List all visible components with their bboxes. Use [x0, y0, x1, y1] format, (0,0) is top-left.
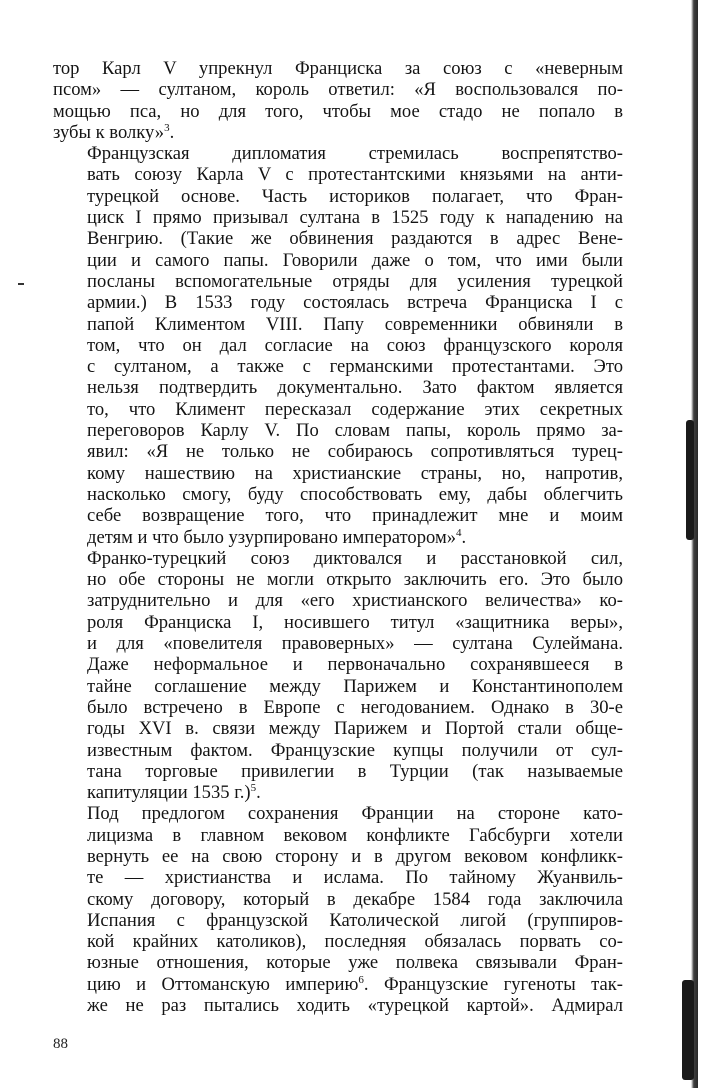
text-line: известным фактом. Французские купцы получили от сул- — [87, 739, 623, 761]
text-line: тор Карл V упрекнул Франциска за союз с «неверным — [53, 58, 623, 79]
text-line-tail: . — [169, 121, 175, 143]
text-line: нельзя подтвердить документально. Зато фактом является — [87, 377, 623, 399]
text-line: юзные отношения, которые уже полвека связывали Фран- — [87, 952, 623, 974]
footnote-ref: 3 — [164, 121, 170, 134]
text-line: кому нашествию на христианские страны, но, напротив, — [87, 462, 623, 484]
text-line: Венгрию. (Такие же обвинения раздаются в адрес Вене- — [87, 228, 623, 250]
text-line: циск I прямо призывал султана в 1525 году к нападению на — [87, 207, 623, 229]
text-line: мощью пса, но для того, чтобы мое стадо не попало в — [53, 100, 623, 122]
text-line-content: капитуляции 1535 г.) — [87, 782, 251, 804]
scan-shadow-edge — [691, 0, 698, 1088]
text-line: переговоров Карлу V. По словам папы, король прямо за- — [87, 420, 623, 442]
text-line: псом» — султаном, король ответил: «Я воспользовался по- — [53, 79, 623, 101]
scan-speck — [18, 283, 24, 285]
text-line: то, что Климент пересказал содержание этих секретных — [87, 398, 623, 420]
text-line: ции и самого папы. Говорили даже о том, что ими были — [87, 249, 623, 271]
text-line: том, что он дал согласие на союз французского короля — [87, 334, 623, 356]
paragraph-3 — [53, 548, 623, 804]
text-line — [53, 782, 623, 803]
text-line-content: цию и Оттоманскую империю — [87, 973, 359, 995]
text-line: вернуть ее на свою сторону и в другом вековом конфликк- — [87, 845, 623, 867]
text-line: те — христианства и ислама. По тайному Жуанвиль- — [87, 867, 623, 889]
text-line: вать союзу Карла V с протестантскими князьями на анти- — [87, 164, 623, 186]
text-line: тайне соглашение между Парижем и Константинополем — [87, 675, 623, 697]
text-line: тана торговые привилегии в Турции (так называемые — [87, 760, 623, 782]
text-line — [53, 527, 623, 548]
text-line: кой крайних католиков), последняя обязалась порвать со- — [87, 931, 623, 953]
text-line: годы XVI в. связи между Парижем и Портой стали обще- — [87, 718, 623, 740]
text-line: лицизма в главном вековом конфликте Габсбурги хотели — [87, 824, 623, 846]
text-line: и для «повелителя правоверных» — султана Сулеймана. — [87, 633, 623, 655]
footnote-ref: 6 — [358, 973, 364, 986]
footnote-ref: 5 — [250, 782, 257, 795]
text-line-tail: . — [461, 526, 467, 548]
text-line: Франко-турецкий союз диктовался и расстановкой сил, — [87, 547, 623, 569]
text-line: папой Климентом VIII. Папу современники обвиняли в — [87, 313, 623, 335]
text-line: Испания с французской Католической лигой (группиров- — [87, 909, 623, 931]
text-line: Французская дипломатия стремилась воспрепятство- — [87, 143, 623, 165]
scan-shadow-blob — [682, 980, 694, 1080]
page-number: 88 — [53, 1036, 68, 1052]
text-line: насколько смогу, буду способствовать ему, дабы облегчить — [87, 483, 623, 505]
scan-shadow-blob — [686, 420, 694, 540]
text-line-tail: . — [256, 782, 261, 804]
text-line: было встречено в Европе с негодованием. Однако в 30-е — [87, 696, 623, 718]
footnote-ref: 4 — [456, 526, 462, 539]
text-line: затруднительно и для «его христианского величества» ко- — [87, 590, 623, 612]
text-line: но обе стороны не могли открыто заключить его. Это было — [87, 569, 623, 591]
text-line-tail: . Французские гугеноты так- — [363, 973, 623, 995]
text-line: себе возвращение того, что принадлежит мне и моим — [87, 505, 623, 527]
text-line — [53, 974, 623, 995]
text-line — [53, 122, 623, 143]
text-line: посланы вспомогательные отряды для усиления турецкой — [87, 270, 623, 292]
text-line: скому договору, который в декабре 1584 года заключила — [87, 888, 623, 910]
text-line: Под предлогом сохранения Франции на стороне като- — [87, 803, 623, 825]
paragraph-2 — [53, 143, 623, 548]
paragraph-4 — [53, 803, 623, 1016]
text-line: Даже неформальное и первоначально сохранявшееся в — [87, 654, 623, 676]
text-line: явил: «Я не только не собираюсь сопротивляться турец- — [87, 441, 623, 463]
text-line: же не раз пытались ходить «турецкой картой». Адмирал — [87, 995, 623, 1017]
text-line: роля Франциска I, носившего титул «защитника веры», — [87, 611, 623, 633]
text-line: турецкой основе. Часть историков полагает, что Фран- — [87, 185, 623, 207]
text-line-content: детям и что было узурпировано императором» — [87, 526, 457, 548]
text-column — [53, 58, 623, 1016]
paragraph-1 — [53, 58, 623, 143]
text-line-content: зубы к волку» — [53, 121, 165, 143]
text-line: армии.) В 1533 году состоялась встреча Франциска I с — [87, 292, 623, 314]
text-line: с султаном, а также с германскими протестантами. Это — [87, 356, 623, 378]
